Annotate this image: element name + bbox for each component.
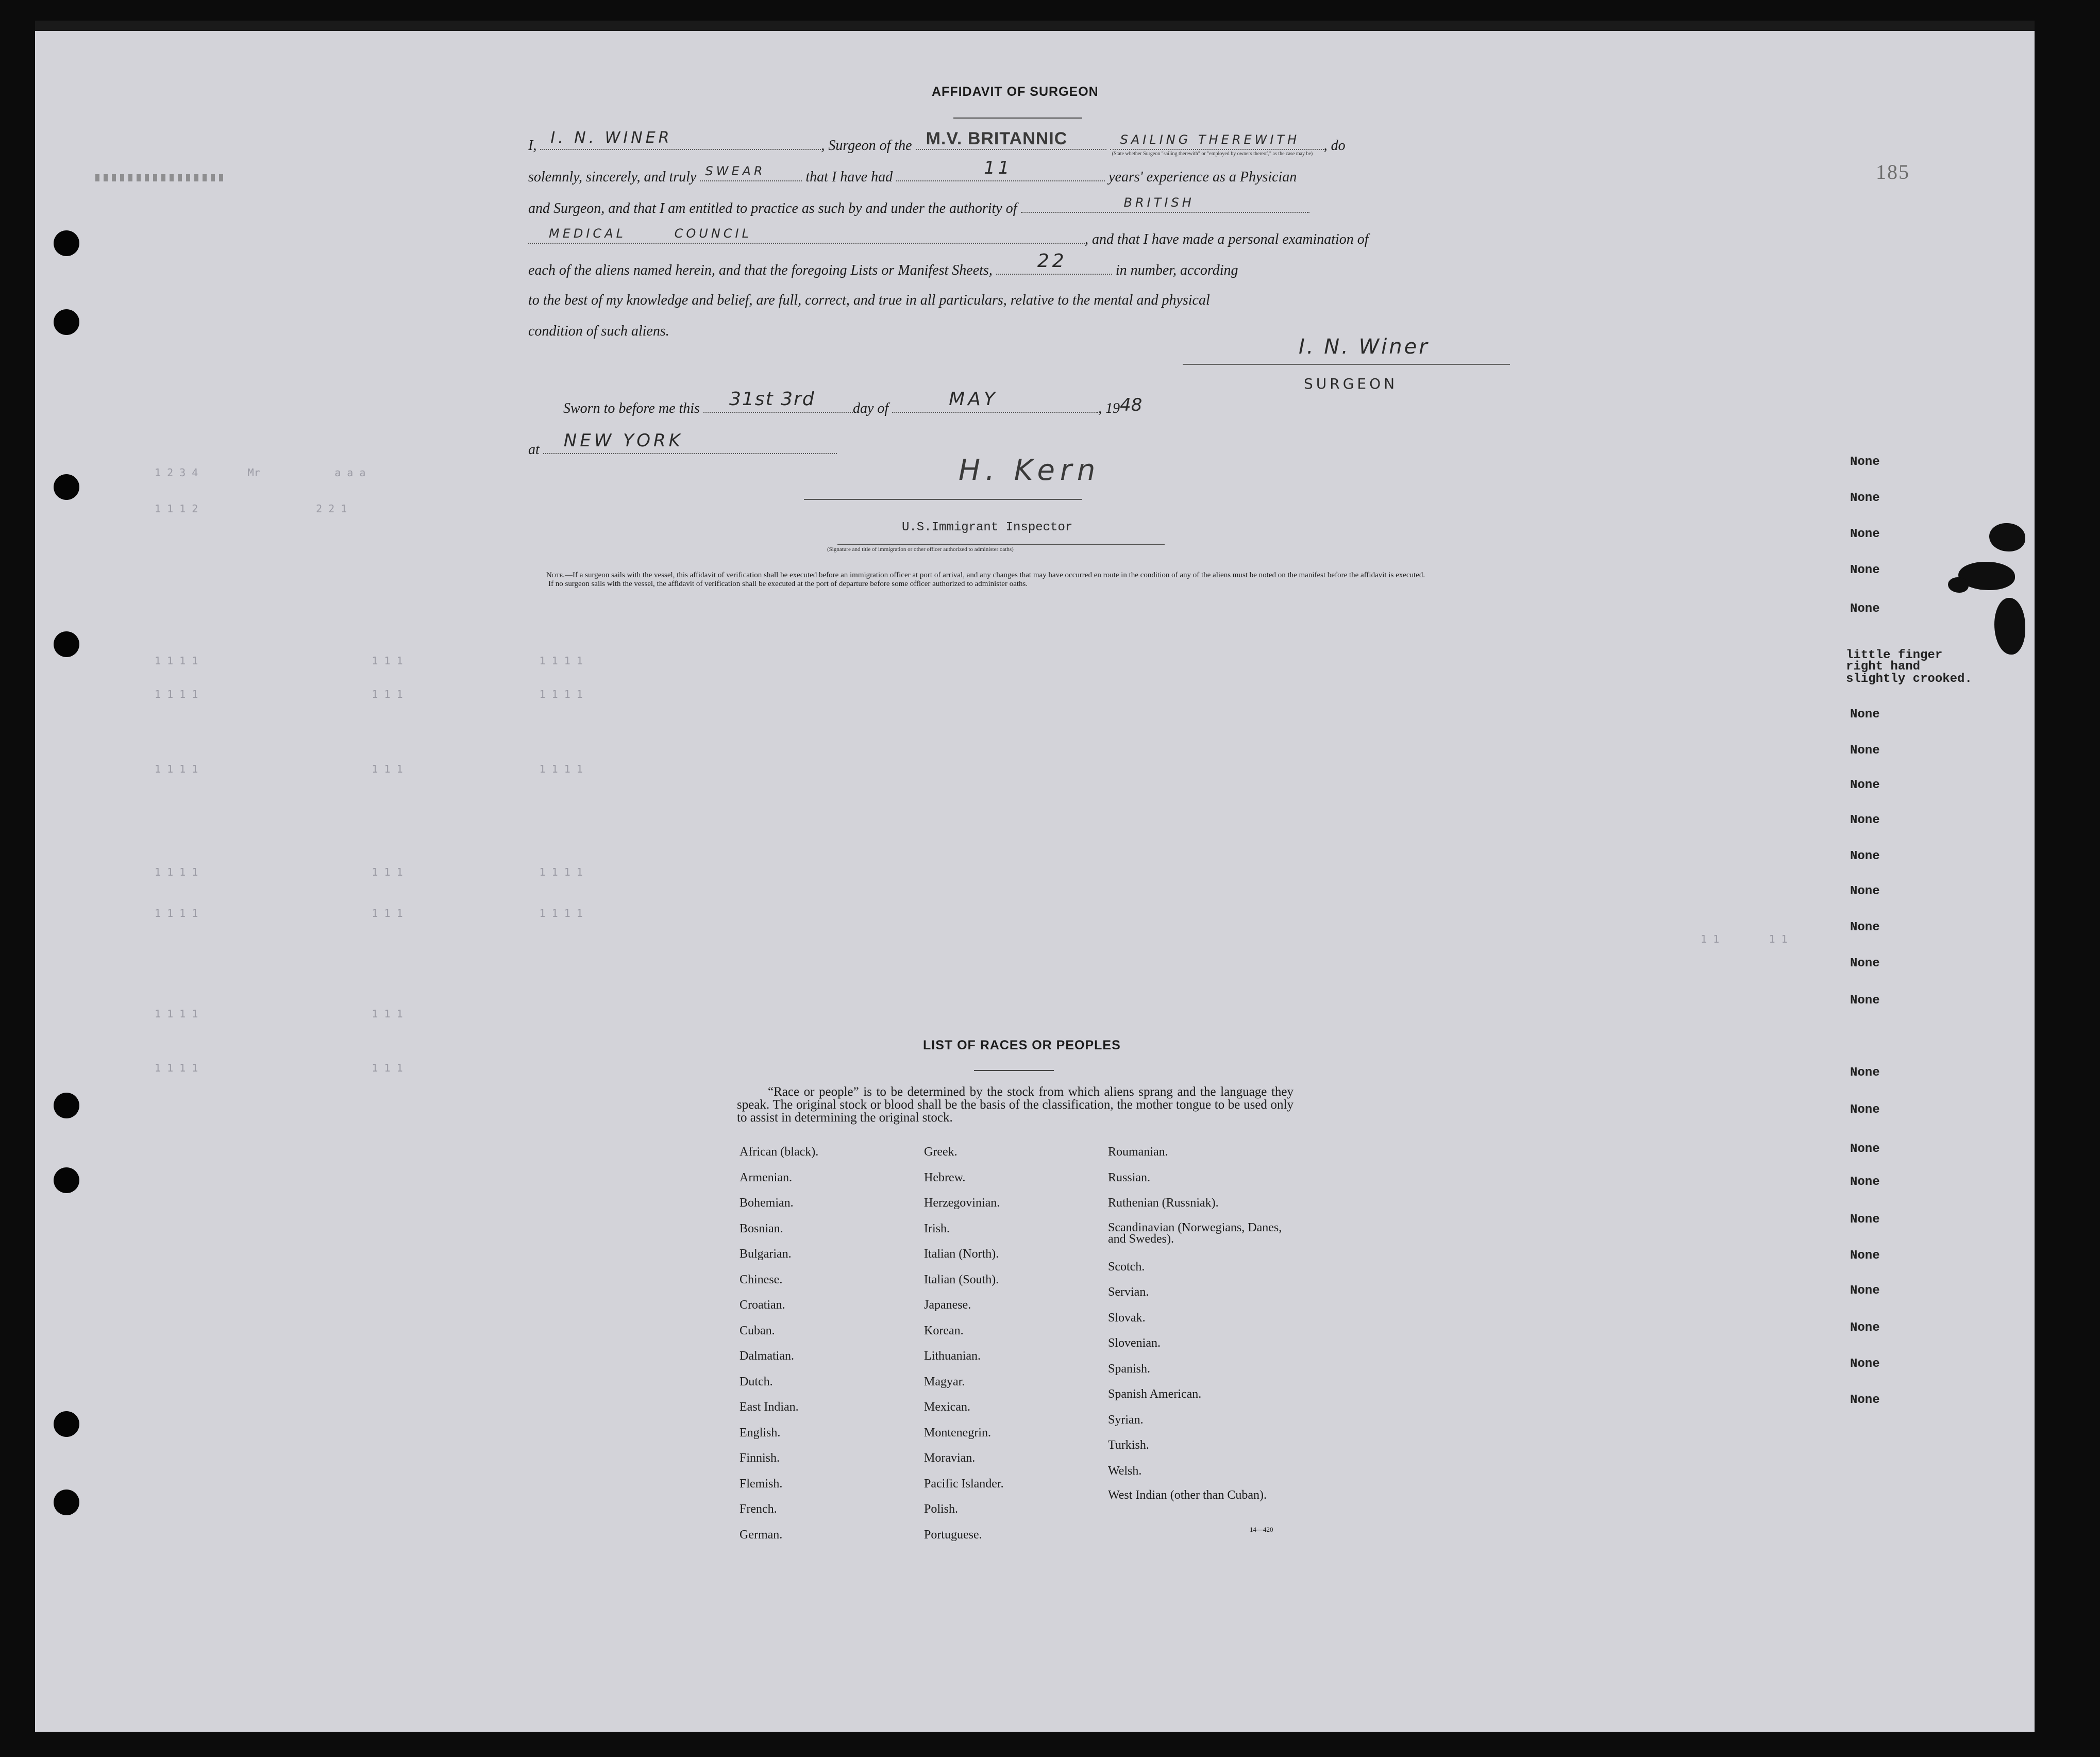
disability-entry: None (1850, 1142, 1880, 1156)
form-code: 14—420 (1250, 1526, 1273, 1533)
title-underline (953, 118, 1082, 119)
race-entry: Spanish. (1108, 1362, 1151, 1376)
disability-entry: None (1850, 744, 1880, 758)
race-entry: French. (740, 1502, 777, 1516)
sheets-field: 22 (996, 261, 1112, 275)
race-entry: German. (740, 1528, 783, 1542)
race-entry: Mexican. (924, 1400, 970, 1414)
disability-entry: None (1850, 602, 1880, 616)
affidavit-title: AFFIDAVIT OF SURGEON (932, 85, 1099, 99)
disability-entry: None (1850, 813, 1880, 827)
race-entry: Montenegrin. (924, 1426, 991, 1440)
race-entry: Russian. (1108, 1170, 1151, 1184)
disability-entry: None (1850, 491, 1880, 505)
inspector-signature: H. Kern (959, 454, 1101, 487)
disability-entry: None (1850, 455, 1880, 469)
disability-entry: None (1850, 849, 1880, 863)
race-entry: Greek. (924, 1145, 957, 1159)
affidavit-note: Note.—If a surgeon sails with the vessel, this affidavit of verification shall be executed before an immigration officer at port of arrival, and any changes that may have occurred en route in the condition of any of the aliens must be noted on the manifest before the affidavit is executed. If no surgeon sails with the vessel, the affidavit of verification shall be executed at the port of departure before some officer authorized to administer oaths. (546, 571, 1425, 588)
sworn-month-field: MAY (892, 399, 1098, 413)
disability-entry: None (1850, 778, 1880, 792)
disability-entry: None (1850, 1357, 1880, 1371)
race-entry: East Indian. (740, 1400, 799, 1414)
sworn-place-line: at NEW YORK (528, 441, 837, 458)
binder-hole (54, 1490, 79, 1515)
races-title-underline (974, 1070, 1054, 1071)
races-title: LIST OF RACES OR PEOPLES (923, 1038, 1121, 1052)
disability-entry: None (1850, 1321, 1880, 1335)
disability-entry: None (1850, 1066, 1880, 1080)
races-column-1 (740, 1145, 818, 1553)
inspector-title: U.S.Immigrant Inspector (902, 521, 1073, 534)
races-intro: “Race or people” is to be determined by the stock from which aliens sprang and the language they speak. The original stock or blood shall be the basis of the classification, the mother tongue to be used only to assist in determining the original stock. (737, 1085, 1293, 1125)
disability-entry: None (1850, 921, 1880, 934)
surgeon-title: SURGEON (1304, 375, 1398, 392)
race-entry: Servian. (1108, 1285, 1149, 1299)
disability-entry: None (1850, 1103, 1880, 1117)
years-field: 11 (896, 168, 1105, 181)
binder-hole (54, 309, 79, 335)
ink-blot (1948, 577, 1969, 593)
race-entry: Bohemian. (740, 1196, 794, 1210)
race-entry: Portuguese. (924, 1528, 982, 1542)
race-entry: Bosnian. (740, 1221, 783, 1235)
page-number: 185 (1876, 160, 1910, 183)
ink-blot (1989, 523, 2025, 551)
race-entry: West Indian (other than Cuban). (1108, 1488, 1267, 1502)
affidavit-line-3: and Surgeon, and that I am entitled to practice as such by and under the authority of BRITISH (528, 199, 1309, 217)
inspector-signature-line (804, 499, 1082, 500)
race-entry: Cuban. (740, 1324, 775, 1337)
race-entry: English. (740, 1426, 781, 1440)
race-entry: Italian (South). (924, 1273, 999, 1286)
disability-entry: None (1850, 1175, 1880, 1189)
race-entry: Turkish. (1108, 1438, 1149, 1452)
race-entry: Slovenian. (1108, 1336, 1161, 1350)
sworn-day-field: 31st 3rd (703, 399, 853, 413)
race-entry: Flemish. (740, 1477, 783, 1491)
race-entry: Dutch. (740, 1375, 773, 1388)
race-entry: Japanese. (924, 1298, 971, 1312)
race-entry: Spanish American. (1108, 1387, 1202, 1401)
sworn-year: 48 (1120, 395, 1143, 415)
surgeon-signature: I. N. Winer (1299, 335, 1430, 359)
affidavit-line-2: solemnly, sincerely, and truly SWEAR that I have had 11 years' experience as a Physician (528, 158, 1297, 185)
race-entry: Armenian. (740, 1170, 792, 1184)
disability-entry: None (1850, 527, 1880, 541)
authority-field-2: MEDICAL COUNCIL (528, 230, 1085, 244)
disability-entry: None (1850, 994, 1880, 1008)
race-entry: Scotch. (1108, 1260, 1145, 1274)
disability-note-1: little finger (1846, 648, 1943, 662)
race-entry: Magyar. (924, 1375, 965, 1388)
capacity-field: SAILING THEREWITH (State whether Surgeon "sailing therewith" or "employed by owners thereof," as the case may be) (1110, 137, 1324, 150)
race-entry: Moravian. (924, 1451, 976, 1465)
disability-note-3: slightly crooked. (1846, 672, 1972, 686)
disability-entry: None (1850, 957, 1880, 970)
inspector-caption: (Signature and title of immigration or other officer authorized to administer oaths) (827, 546, 1014, 553)
race-entry: Finnish. (740, 1451, 780, 1465)
affidavit-line-1: I, I. N. WINER , Surgeon of the M.V. BRITANNIC SAILING THEREWITH (State whether Surgeon "sailing therewith" or "employed by owners thereof," as the case may be) , do (528, 129, 1346, 157)
race-entry: Chinese. (740, 1273, 783, 1286)
race-entry: Herzegovinian. (924, 1196, 1000, 1210)
surgeon-name-field: I. N. WINER (540, 137, 821, 150)
race-entry: Irish. (924, 1221, 950, 1235)
binder-hole (54, 1411, 79, 1437)
race-entry: Lithuanian. (924, 1349, 981, 1363)
binder-hole (54, 230, 79, 256)
races-column-2 (924, 1145, 1004, 1553)
race-entry: Dalmatian. (740, 1349, 794, 1363)
race-entry: Pacific Islander. (924, 1477, 1004, 1491)
authority-field: BRITISH (1021, 199, 1309, 213)
signature-line (1183, 364, 1510, 365)
affidavit-line-6: to the best of my knowledge and belief, are full, correct, and true in all particulars, relative to the mental and physical (528, 292, 1210, 308)
race-entry: Slovak. (1108, 1311, 1146, 1325)
race-entry: Bulgarian. (740, 1247, 792, 1261)
oath-field: SWEAR (700, 168, 802, 181)
manifest-sheet (35, 31, 2035, 1732)
binder-hole (54, 474, 79, 500)
binding-marks (95, 174, 227, 181)
disability-entry: None (1850, 563, 1880, 577)
disability-entry: None (1850, 708, 1880, 722)
race-entry: Korean. (924, 1324, 964, 1337)
race-entry: Italian (North). (924, 1247, 999, 1261)
affidavit-line-7: condition of such aliens. (528, 323, 669, 339)
disability-entry: None (1850, 1213, 1880, 1227)
disability-entry: None (1850, 1393, 1880, 1407)
inspector-title-line (837, 544, 1165, 545)
binder-hole (54, 1093, 79, 1118)
binder-hole (54, 1167, 79, 1193)
race-entry: Roumanian. (1108, 1145, 1168, 1159)
sworn-place-field: NEW YORK (543, 441, 837, 454)
scan-border (35, 21, 2035, 31)
disability-entry: None (1850, 1284, 1880, 1298)
affidavit-line-4: MEDICAL COUNCIL , and that I have made a personal examination of (528, 230, 1369, 248)
vessel-field: M.V. BRITANNIC (916, 137, 1106, 150)
affidavit-line-5: each of the aliens named herein, and that the foregoing Lists or Manifest Sheets, 22 in number, according (528, 250, 1238, 278)
disability-note-2: right hand (1846, 660, 1921, 674)
race-entry: Welsh. (1108, 1464, 1142, 1478)
race-entry: Scandinavian (Norwegians, Danes, and Swedes). (1108, 1220, 1282, 1246)
race-entry: Ruthenian (Russniak). (1108, 1196, 1219, 1210)
race-entry: Hebrew. (924, 1170, 966, 1184)
races-column-3 (1108, 1145, 1293, 1515)
race-entry: Croatian. (740, 1298, 785, 1312)
race-entry: Polish. (924, 1502, 959, 1516)
disability-entry: None (1850, 884, 1880, 898)
race-entry: African (black). (740, 1145, 819, 1159)
disability-entry: None (1850, 1249, 1880, 1263)
binder-hole (54, 631, 79, 657)
sworn-line: Sworn to before me this 31st 3rd day of MAY , 1948 (563, 389, 1143, 416)
race-entry: Syrian. (1108, 1413, 1144, 1427)
ink-blot (1994, 598, 2025, 655)
